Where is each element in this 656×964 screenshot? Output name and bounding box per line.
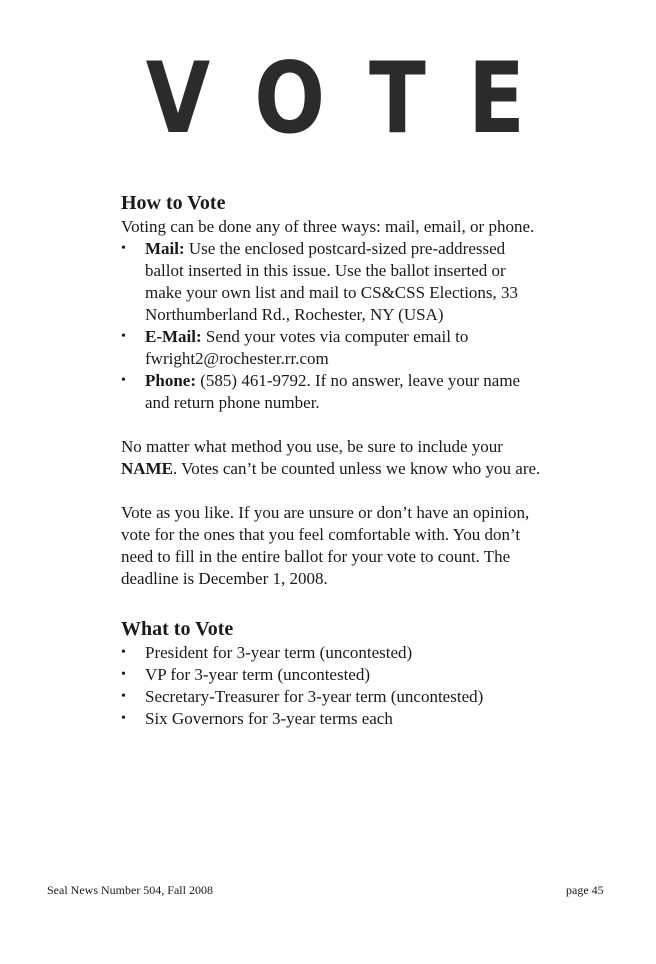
method-text-email: Send your votes via computer email to fwright2@rochester.rr.com xyxy=(145,327,469,368)
advice-paragraph: Vote as you like. If you are unsure or don’t have an opinion, vote for the ones that you feel comfortable with. You don’t need to fill in the entire ballot for your vote to count. The deadline is December 1, 2008. xyxy=(121,503,530,588)
name-note-paragraph xyxy=(121,436,541,480)
list-item: • VP for 3-year term (uncontested) xyxy=(121,664,541,686)
offices-list xyxy=(121,642,541,730)
vote-methods-list xyxy=(121,238,541,414)
title-letter-t: T xyxy=(368,42,426,156)
list-item: • Six Governors for 3-year terms each xyxy=(121,708,541,730)
method-label-mail: Mail: xyxy=(145,239,185,258)
list-item: • President for 3-year term (uncontested) xyxy=(121,642,541,664)
method-label-phone: Phone: xyxy=(145,371,196,390)
title-letter-o: O xyxy=(254,42,326,156)
method-text-mail: Use the enclosed postcard-sized pre-addressed ballot inserted in this issue. Use the ballot inserted or make your own list and mail to CS&CSS Elections, 33 Northumberland Rd., Rochester, NY (USA) xyxy=(145,239,519,324)
list-item-phone xyxy=(121,370,541,414)
method-label-email: E-Mail: xyxy=(145,327,202,346)
footer-page-number: page 45 xyxy=(566,883,604,897)
list-item-email xyxy=(121,326,541,370)
vote-title xyxy=(140,42,530,156)
footer-publication: Seal News Number 504, Fall 2008 xyxy=(47,883,213,897)
name-note-after: . Votes can’t be counted unless we know who you are. xyxy=(172,459,541,478)
what-to-vote-heading: What to Vote xyxy=(121,618,234,640)
how-to-vote-intro: Voting can be done any of three ways: mail, email, or phone. xyxy=(121,217,535,236)
list-item: • Secretary-Treasurer for 3-year term (uncontested) xyxy=(121,686,541,708)
title-letter-v: V xyxy=(145,42,211,156)
name-note-before: No matter what method you use, be sure to include your xyxy=(121,437,503,456)
list-item-mail xyxy=(121,238,541,326)
article-body xyxy=(121,190,541,730)
how-to-vote-heading: How to Vote xyxy=(121,192,226,214)
title-letter-e: E xyxy=(468,42,525,156)
method-text-phone: (585) 461-9792. If no answer, leave your name and return phone number. xyxy=(145,371,521,412)
name-note-emphasis: NAME xyxy=(121,459,173,478)
